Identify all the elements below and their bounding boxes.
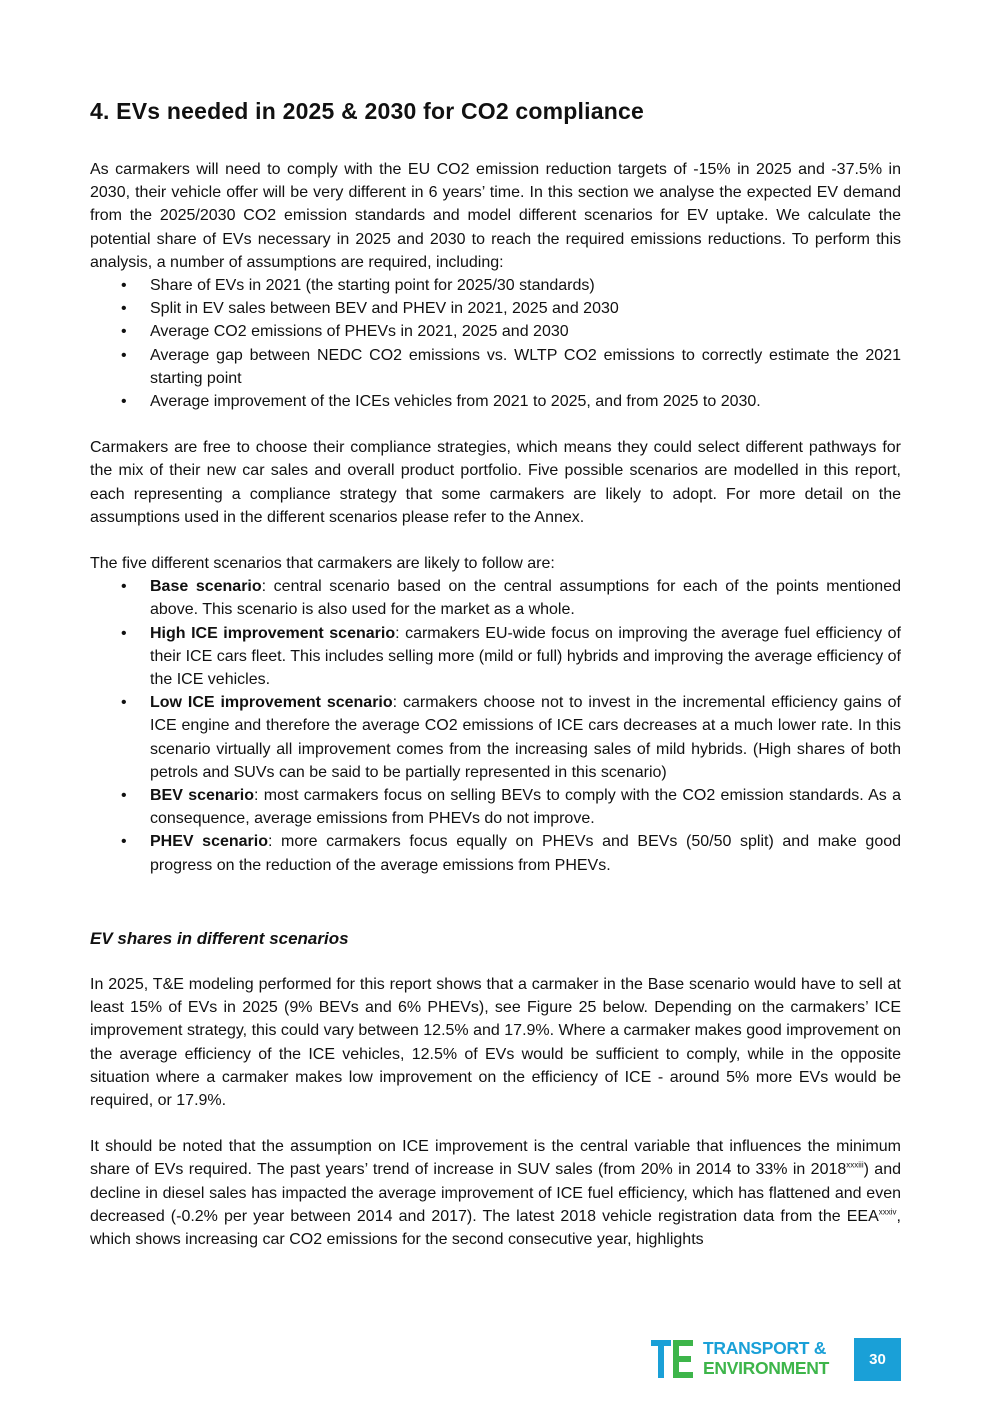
scenario-name: PHEV scenario	[150, 833, 268, 851]
scenario-text: : more carmakers focus equally on PHEVs and BEVs (50/50 split) and make good progress on the reduction of the average emissions from PHEVs.	[150, 833, 902, 874]
scenarios-list	[90, 575, 901, 877]
logo-line1: TRANSPORT &	[703, 1338, 827, 1358]
final-text-part1: It should be noted that the assumption on ICE improvement is the central variable that influences the minimum share of EVs required. The past years’ trend of increase in SUV sales (from 20% in 2014 to 33% in 2018	[90, 1138, 901, 1179]
footer-logo	[651, 1338, 901, 1381]
te-logo-icon	[651, 1340, 693, 1378]
intro-paragraph: As carmakers will need to comply with the EU CO2 emission reduction targets of -15% in 2025 and -37.5% in 2030, their vehicle offer will be very different in 6 years’ time. In this section we analyse the expected EV demand from the 2025/2030 CO2 emission standards and model different scenarios for EV uptake. We calculate the potential share of EVs necessary in 2025 and 2030 to reach the required emissions reductions. To perform this analysis, a number of assumptions are required, including:	[90, 161, 901, 271]
scenario-name: BEV scenario	[150, 787, 255, 805]
assumption-item: • Average improvement of the ICEs vehicles from 2021 to 2025, and from 2025 to 2030.	[150, 390, 901, 413]
final-text-part2: ) and decline in diesel sales has impacted the average improvement of ICE fuel efficiency, which has flattened and even decreased (-0.2% per year between 2014 and 2017). The latest 2018 vehicle registration data from the EEA	[90, 1161, 901, 1225]
final-text-part3: , which shows increasing car CO2 emissions for the second consecutive year, highlights	[90, 1207, 901, 1248]
final-paragraph	[90, 1135, 901, 1251]
assumption-item: • Share of EVs in 2021 (the starting point for 2025/30 standards)	[150, 274, 901, 297]
section-title: 4. EVs needed in 2025 & 2030 for CO2 compliance	[90, 98, 644, 124]
logo-wordmark	[703, 1338, 829, 1378]
scenario-text: : central scenario based on the central assumptions for each of the points mentioned above. This scenario is also used for the market as a whole.	[150, 578, 902, 619]
endnote-ref[interactable]: xxxiii	[846, 1160, 864, 1170]
scenario-text: : carmakers choose not to invest in the incremental efficiency gains of ICE engine and therefore the average CO2 emissions of ICE cars decreases at a much lower rate. In this scenario virtually all improvement comes from the increasing sales of mild hybrids. (High shares of both petrols and SUVs can be said to be partially represented in this scenario)	[150, 694, 901, 781]
scenario-name: Base scenario	[150, 578, 262, 596]
scenarios-intro: The five different scenarios that carmakers are likely to follow are:	[90, 555, 555, 573]
assumptions-list	[90, 274, 901, 413]
subheading: EV shares in different scenarios	[90, 928, 349, 948]
scenario-text: : carmakers EU-wide focus on improving the average fuel efficiency of their ICE cars fleet. This includes selling more (mild or full) hybrids and improving the average efficiency of the ICE vehicles.	[150, 624, 901, 689]
assumption-item: • Split in EV sales between BEV and PHEV in 2021, 2025 and 2030	[150, 297, 901, 320]
scenario-name: Low ICE improvement scenario	[150, 694, 393, 712]
ev-shares-paragraph: In 2025, T&E modeling performed for this report shows that a carmaker in the Base scenario would have to sell at least 15% of EVs in 2025 (9% BEVs and 6% PHEVs), see Figure 25 below. Depending on the carmakers’ ICE improvement strategy, this could vary between 12.5% and 17.9%. Where a carmaker makes good improvement on the average efficiency of the ICE vehicles, 12.5% of EVs would be sufficient to comply, while in the opposite situation where a carmaker makes low improvement on the efficiency of ICE - around 5% more EVs would be required, or 17.9%.	[90, 975, 901, 1109]
scenario-text: : most carmakers focus on selling BEVs to comply with the CO2 emission standards. As a consequence, average emissions from PHEVs do not improve.	[150, 787, 902, 828]
assumption-item: • Average CO2 emissions of PHEVs in 2021, 2025 and 2030	[150, 320, 901, 343]
page-number: 30	[854, 1338, 901, 1381]
page-content	[90, 98, 901, 1251]
logo-line2: ENVIRONMENT	[703, 1358, 830, 1378]
strategies-paragraph: Carmakers are free to choose their compliance strategies, which means they could select different pathways for the mix of their new car sales and overall product portfolio. Five possible scenarios are modelled in this report, each representing a compliance strategy that some carmakers are likely to adopt. For more detail on the assumptions used in the different scenarios please refer to the Annex.	[90, 439, 901, 526]
scenario-item	[150, 830, 901, 876]
scenario-item	[150, 784, 901, 830]
endnote-ref[interactable]: xxxiv	[878, 1207, 897, 1217]
scenario-item	[150, 575, 901, 621]
scenario-item	[150, 622, 901, 692]
scenario-name: High ICE improvement scenario	[150, 624, 396, 642]
scenario-item	[150, 691, 901, 784]
assumption-item: • Average gap between NEDC CO2 emissions vs. WLTP CO2 emissions to correctly estimate the 2021 starting point	[150, 344, 901, 390]
